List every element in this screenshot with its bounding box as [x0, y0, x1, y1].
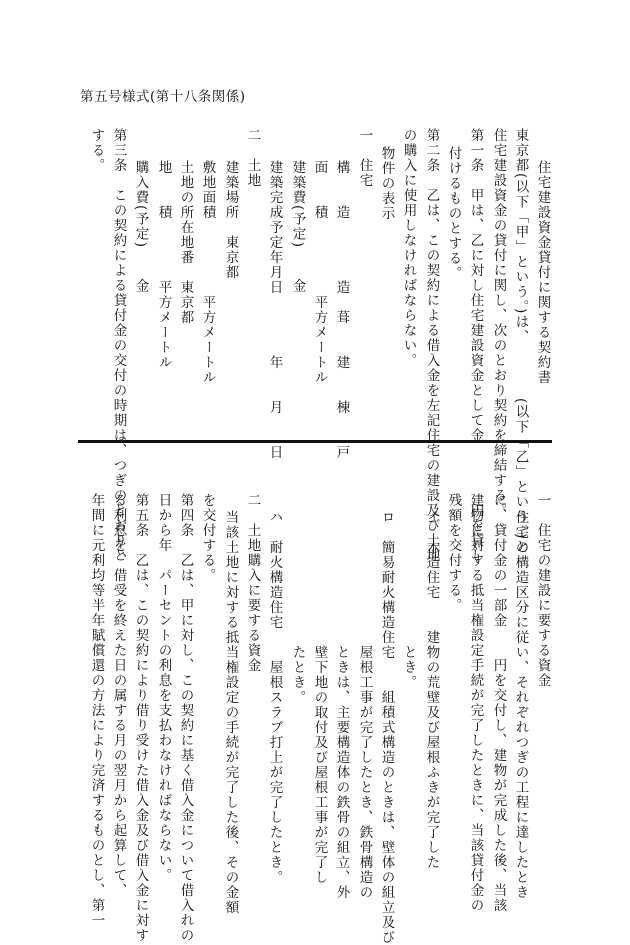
text-column: 住宅建設資金の貸付に関し、次のとおり契約を締結する。: [490, 128, 507, 518]
text-column: 東京都(以下「甲」という。)は、 (以下「乙」という。)と: [512, 128, 529, 555]
article-5: 第五条 乙は、この契約により借り受けた借入金及び借入金に対す: [132, 493, 149, 943]
land-area-field: 地 積 平方メートル: [155, 160, 172, 370]
section-housing: 一 住宅: [356, 128, 373, 188]
article-3: 第三条 この契約による貸付金の交付の時期は、つぎのとおりと: [110, 128, 127, 563]
text-column: 住宅の構造区分に従い、それぞれつぎの工程に達したとき: [512, 510, 529, 900]
contract-title: 住宅建設資金貸付に関する契約書: [534, 160, 551, 385]
text-column: 当該土地に対する抵当権設定の手続が完了した後、その金額: [222, 510, 239, 915]
property-heading: 物件の表示: [378, 146, 395, 221]
text-column: 建物に対する抵当権設定手続が完了したときに、当該貸付金の: [467, 493, 484, 913]
text-column: 残額を交付する。: [445, 493, 462, 613]
construction-cost-field: 建築費(予定) 金: [289, 160, 306, 294]
purchase-cost-field: 購入費(予定) 金: [132, 160, 149, 294]
land-address-field: 土地の所在地番 東京都: [177, 160, 194, 325]
text-column: 付けるものとする。: [445, 146, 462, 281]
text-column: たとき。: [289, 645, 306, 705]
article-4: 第四条 乙は、甲に対し、この契約に基く借入金について借入れの: [177, 493, 194, 943]
site-area-field: 敷地面積 平方メートル: [199, 160, 216, 385]
text-column: ときは、主要構造体の鉄骨の組立、外: [333, 645, 350, 900]
text-column: 年間に元利均等半年賦償還の方法により完済するものとし、第一: [88, 493, 105, 928]
text-column: とき。: [400, 645, 417, 690]
building-location-field: 建築場所 東京都: [222, 160, 239, 280]
form-label: 第五号様式(第十八条関係): [80, 89, 246, 105]
text-column: の購入に使用しなければならない。: [400, 128, 417, 368]
structure-field: 構 造 造 葺 建 棟 戸: [333, 160, 350, 460]
fireproof-item: ハ 耐火構造住宅 屋根スラブ打上が完了したとき。: [266, 510, 283, 885]
page-divider: [78, 440, 552, 443]
text-column: 日から年 パーセントの利息を支払わなければならない。: [155, 493, 172, 883]
text-column: を交付する。: [199, 493, 216, 583]
text-column: に、貸付金の一部金 円を交付し、建物が完成した後、当該: [490, 493, 507, 913]
item-land-funds: 二 土地購入に要する資金: [244, 493, 261, 673]
text-column: る利息を、借受を終えた日の属する月の翌月から起算して、: [110, 493, 127, 898]
section-land: 二 土地: [244, 128, 261, 188]
completion-date-field: 建築完成予定年月日 年 月 日: [266, 160, 283, 460]
floor-area-field: 面 積 平方メートル: [311, 160, 328, 385]
text-column: する。: [88, 128, 105, 173]
text-column: 屋根工事が完了したとき、鉄骨構造の: [356, 645, 373, 900]
text-column: 壁下地の取付及び屋根工事が完了し: [311, 645, 328, 885]
fireproof-simple-item: ロ 簡易耐火構造住宅 組積式構造のときは、壁体の組立及び: [378, 510, 395, 945]
article-1: 第一条 甲は、乙に対し住宅建設資金として金 円を貸し: [467, 128, 484, 563]
item-housing-funds: 一 住宅の建設に要する資金: [534, 493, 551, 688]
article-2: 第二条 乙は、この契約による借入金を左記住宅の建設及び土地: [423, 128, 440, 563]
wooden-house-item: イ 木造住宅 建物の荒壁及び屋根ふきが完了した: [423, 510, 440, 870]
